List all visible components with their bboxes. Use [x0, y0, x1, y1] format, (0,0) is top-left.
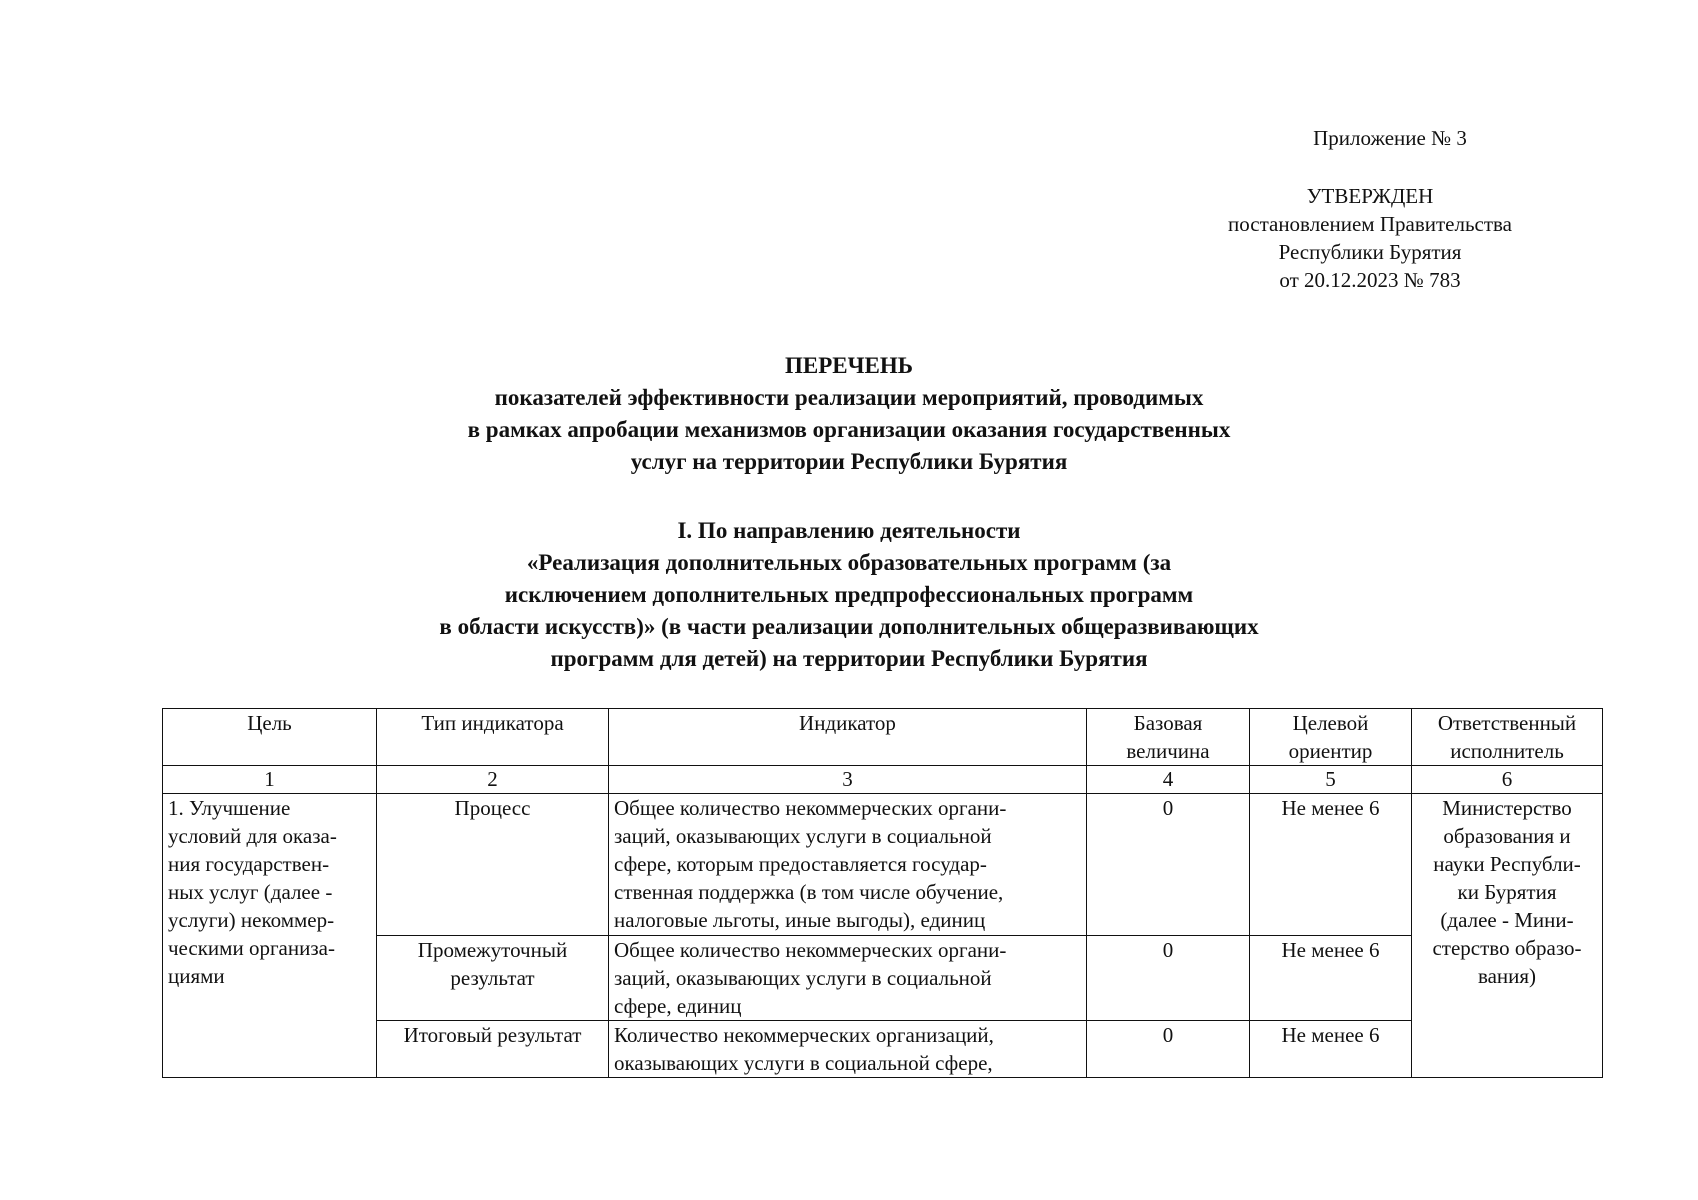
appendix-label: Приложение № 3	[1313, 126, 1467, 150]
header-base-value: Базовая величина	[1087, 709, 1250, 766]
column-number: 1	[163, 766, 377, 794]
section-heading	[0, 515, 1698, 675]
approval-line: Республики Бурятия	[1278, 240, 1462, 264]
column-number: 5	[1250, 766, 1412, 794]
approval-line: постановлением Правительства	[1227, 212, 1512, 236]
indicators-table	[162, 708, 1603, 1078]
base-value-cell: 0	[1087, 794, 1250, 936]
column-number-row	[163, 766, 1603, 794]
header-goal: Цель	[163, 709, 377, 766]
table-row	[163, 936, 1603, 1021]
header-indicator: Индикатор	[609, 709, 1087, 766]
section-line: в области искусств)» (в части реализации дополнительных общеразвивающих	[439, 614, 1259, 639]
approval-line: УТВЕРЖДЕН	[1306, 184, 1434, 208]
responsible-cell: Министерство образования и науки Республи- ки Бурятия (далее - Мини- стерство образо- вания)	[1412, 794, 1603, 1078]
target-cell: Не менее 6	[1250, 794, 1412, 936]
indicator-type-cell: Процесс	[377, 794, 609, 936]
title-line: ПЕРЕЧЕНЬ	[785, 353, 913, 378]
indicator-cell: Общее количество некоммерческих органи- заций, оказывающих услуги в социальной сфере, единиц	[609, 936, 1087, 1021]
title-line: услуг на территории Республики Бурятия	[630, 449, 1068, 474]
target-cell: Не менее 6	[1250, 1021, 1412, 1078]
base-value-cell: 0	[1087, 1021, 1250, 1078]
header-responsible: Ответственный исполнитель	[1412, 709, 1603, 766]
section-line: «Реализация дополнительных образовательных программ (за	[526, 550, 1172, 575]
column-number: 3	[609, 766, 1087, 794]
header-indicator-type: Тип индикатора	[377, 709, 609, 766]
section-line: исключением дополнительных предпрофессиональных программ	[504, 582, 1194, 607]
approval-stamp	[1200, 182, 1540, 294]
title-line: в рамках апробации механизмов организации оказания государственных	[467, 417, 1231, 442]
title-line: показателей эффективности реализации мероприятий, проводимых	[494, 385, 1204, 410]
column-number: 6	[1412, 766, 1603, 794]
header-target: Целевой ориентир	[1250, 709, 1412, 766]
table-row	[163, 1021, 1603, 1078]
table-row	[163, 794, 1603, 936]
base-value-cell: 0	[1087, 936, 1250, 1021]
target-cell: Не менее 6	[1250, 936, 1412, 1021]
goal-cell: 1. Улучшение условий для оказа- ния государствен- ных услуг (далее - услуги) некоммер- ческими организа- циями	[163, 794, 377, 1078]
column-number: 2	[377, 766, 609, 794]
approval-line: от 20.12.2023 № 783	[1279, 268, 1461, 292]
section-line: программ для детей) на территории Республики Бурятия	[550, 646, 1148, 671]
indicator-cell: Общее количество некоммерческих органи- заций, оказывающих услуги в социальной сфере, которым предоставляется государ- ственная поддержка (в том числе обучение, налоговые льготы, иные выгоды), единиц	[609, 794, 1087, 936]
document-title	[0, 350, 1698, 478]
indicator-cell: Количество некоммерческих организаций, оказывающих услуги в социальной сфере,	[609, 1021, 1087, 1078]
section-line: I. По направлению деятельности	[677, 518, 1021, 543]
column-number: 4	[1087, 766, 1250, 794]
table-header-row	[163, 709, 1603, 766]
indicator-type-cell: Итоговый результат	[377, 1021, 609, 1078]
indicator-type-cell: Промежуточный результат	[377, 936, 609, 1021]
